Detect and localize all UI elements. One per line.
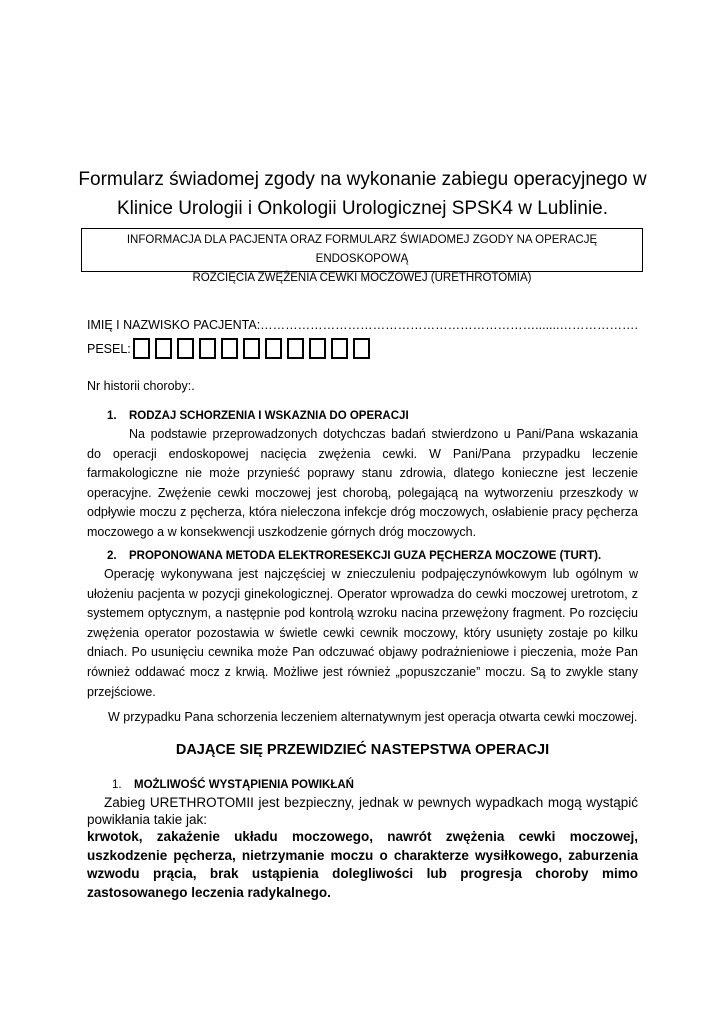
pesel-digit-box[interactable] <box>133 338 150 359</box>
info-box-line-2: ROZCIĘCIA ZWĘŻENIA CEWKI MOCZOWEJ (URETHROTOMIA) <box>192 272 532 284</box>
pesel-digit-box[interactable] <box>243 338 260 359</box>
title-line-2: Klinice Urologii i Onkologii Urologicznej SPSK4 w Lublinie. <box>116 198 609 219</box>
consequences-heading-wrap <box>87 740 638 760</box>
pesel-field <box>87 338 375 359</box>
alternative-text: W przypadku Pana schorzenia leczeniem alternatywnym jest operacja otwarta cewki moczowej. <box>108 710 638 724</box>
pesel-digit-box[interactable] <box>177 338 194 359</box>
section-method <box>87 547 638 702</box>
section-number: 1. <box>112 779 122 791</box>
pesel-digit-box[interactable] <box>331 338 348 359</box>
pesel-digit-box[interactable] <box>353 338 370 359</box>
title-line-1: Formularz świadomej zgody na wykonanie zabiegu operacyjnego w <box>78 169 647 190</box>
section-title: RODZAJ SCHORZENIA I WSKAZNIA DO OPERACJI <box>129 410 409 422</box>
pesel-digit-box[interactable] <box>155 338 172 359</box>
pesel-label: PESEL: <box>87 341 131 356</box>
section-heading <box>87 776 638 794</box>
section-heading <box>87 407 638 425</box>
consequences-heading: DAJĄCE SIĘ PRZEWIDZIEĆ NASTEPSTWA OPERACJI <box>175 742 550 758</box>
section-number: 1. <box>107 410 117 422</box>
history-number-field: Nr historii choroby:. <box>87 379 195 393</box>
section-complications <box>87 776 638 902</box>
pesel-digit-box[interactable] <box>265 338 282 359</box>
pesel-digit-box[interactable] <box>199 338 216 359</box>
alternative-treatment <box>87 708 638 728</box>
pesel-boxes <box>133 338 375 359</box>
section-title: PROPONOWANA METODA ELEKTRORESEKCJI GUZA PĘCHERZA MOCZOWE (TURT). <box>129 550 602 562</box>
patient-name-field: IMIĘ I NAZWISKO PACJENTA:………………………………………………………….......………………. <box>87 318 638 332</box>
document-title <box>60 165 665 223</box>
section-text: Na podstawie przeprowadzonych dotychczas badań stwierdzono u Pani/Pana wskazania do operacji endoskopowej nacięcia zwężenia cewki. W Pani/Pana przypadku leczenie farmakologiczne nie może przynieść poprawy stanu zdrowia, dlatego konieczne jest leczenie operacyjne. Zwężenie cewki moczowej jest chorobą, polegającą na wytworzeniu przeszkody w odpływie moczu z pęcherza, która nieleczona infekcje dróg moczowych, osłabienie pracy pęcherza moczowego a w konsekwencji uszkodzenie górnych dróg moczowych. <box>87 427 638 539</box>
section-diagnosis <box>87 407 638 543</box>
section-number: 2. <box>107 550 117 562</box>
pesel-digit-box[interactable] <box>221 338 238 359</box>
info-box <box>81 228 643 284</box>
complications-list: krwotok, zakażenie układu moczowego, nawrót zwężenia cewki moczowej, uszkodzenie pęcherza, nietrzymanie moczu o charakterze wysiłkowego, zaburzenia wzwodu prącia, brak ustąpienia dolegliwości lub progresja choroby mimo zastosowanego leczenia radykalnego. <box>87 829 638 900</box>
section-heading <box>87 547 638 565</box>
complications-intro: Zabieg URETHROTOMII jest bezpieczny, jednak w pewnych wypadkach mogą wystąpić powikłania takie jak: <box>87 795 638 827</box>
section-text: Operację wykonywana jest najczęściej w znieczuleniu podpajęczynówkowym lub ogólnym w ułożeniu pacjenta w pozycji ginekologicznej. Operator wprowadza do cewki moczowej uretrotom, z systemem optycznym, a następnie pod kontrolą wzroku nacina przewężony fragment. Po rozcięciu zwężenia operator pozostawia w świetle cewki cewnik moczowy, który usunięty zostaje po kilku dniach. Po usunięciu cewnika może Pan odczuwać objawy podrażnieniowe i pieczenia, może Pan również oddawać mocz z krwią. Możliwe jest również „popuszczanie” moczu. Są to zwykle stany przejściowe. <box>87 567 638 699</box>
pesel-digit-box[interactable] <box>309 338 326 359</box>
section-title: MOŻLIWOŚĆ WYSTĄPIENIA POWIKŁAŃ <box>134 779 354 791</box>
pesel-digit-box[interactable] <box>287 338 304 359</box>
info-box-line-1: INFORMACJA DLA PACJENTA ORAZ FORMULARZ ŚWIADOMEJ ZGODY NA OPERACJĘ ENDOSKOPOWĄ <box>126 234 598 265</box>
